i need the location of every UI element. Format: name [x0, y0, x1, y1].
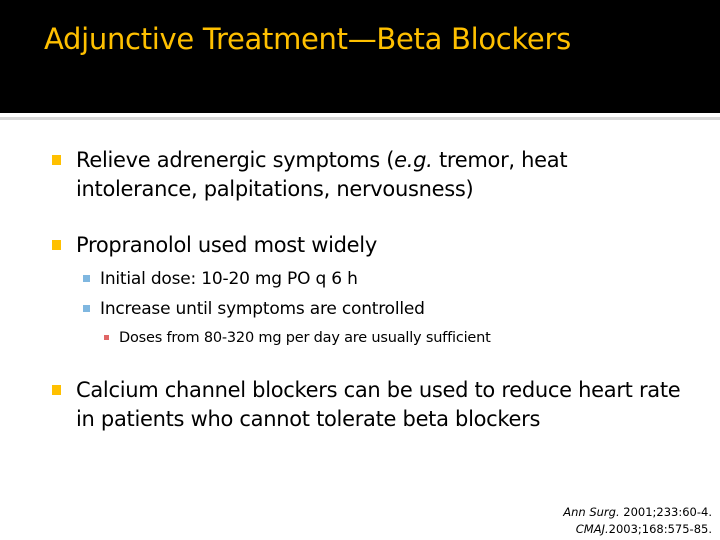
sub-bullet-initial-dose [100, 267, 680, 291]
bullet-text: Relieve adrenergic symptoms ( [76, 148, 395, 172]
reference-journal: CMAJ. [575, 522, 609, 536]
bullet-calcium-channel-blockers [76, 376, 691, 434]
bullet-text: tremor, heat intolerance, palpitations, nervousness) [76, 148, 568, 201]
slide-title: Adjunctive Treatment—Beta Blockers [44, 22, 571, 56]
references [563, 504, 712, 538]
square-bullet-icon [83, 275, 90, 282]
square-bullet-icon [83, 305, 90, 312]
sub-bullet-text: Initial dose: 10-20 mg PO q 6 h [100, 269, 358, 289]
reference-citation: 2001;233:60-4. [619, 505, 712, 519]
sub-bullet-increase [100, 297, 680, 321]
bullet-text: Propranolol used most widely [76, 233, 377, 257]
reference-line [563, 521, 712, 538]
square-bullet-icon [52, 240, 61, 250]
sub-sub-bullet-text: Doses from 80-320 mg per day are usually sufficient [119, 330, 491, 346]
reference-line [563, 504, 712, 521]
square-bullet-icon [104, 335, 109, 340]
square-bullet-icon [52, 385, 61, 395]
sub-bullet-text: Increase until symptoms are controlled [100, 299, 425, 319]
reference-journal: Ann Surg. [563, 505, 620, 519]
square-bullet-icon [52, 155, 61, 165]
reference-citation: 2003;168:575-85. [608, 522, 712, 536]
bullet-adrenergic-symptoms [76, 146, 691, 204]
sub-sub-bullet-doses [119, 328, 679, 348]
bullet-propranolol [76, 231, 691, 260]
bullet-text: Calcium channel blockers can be used to reduce heart rate in patients who cannot tolerate beta blockers [76, 378, 681, 431]
bullet-text-italic: e.g. [394, 148, 433, 172]
